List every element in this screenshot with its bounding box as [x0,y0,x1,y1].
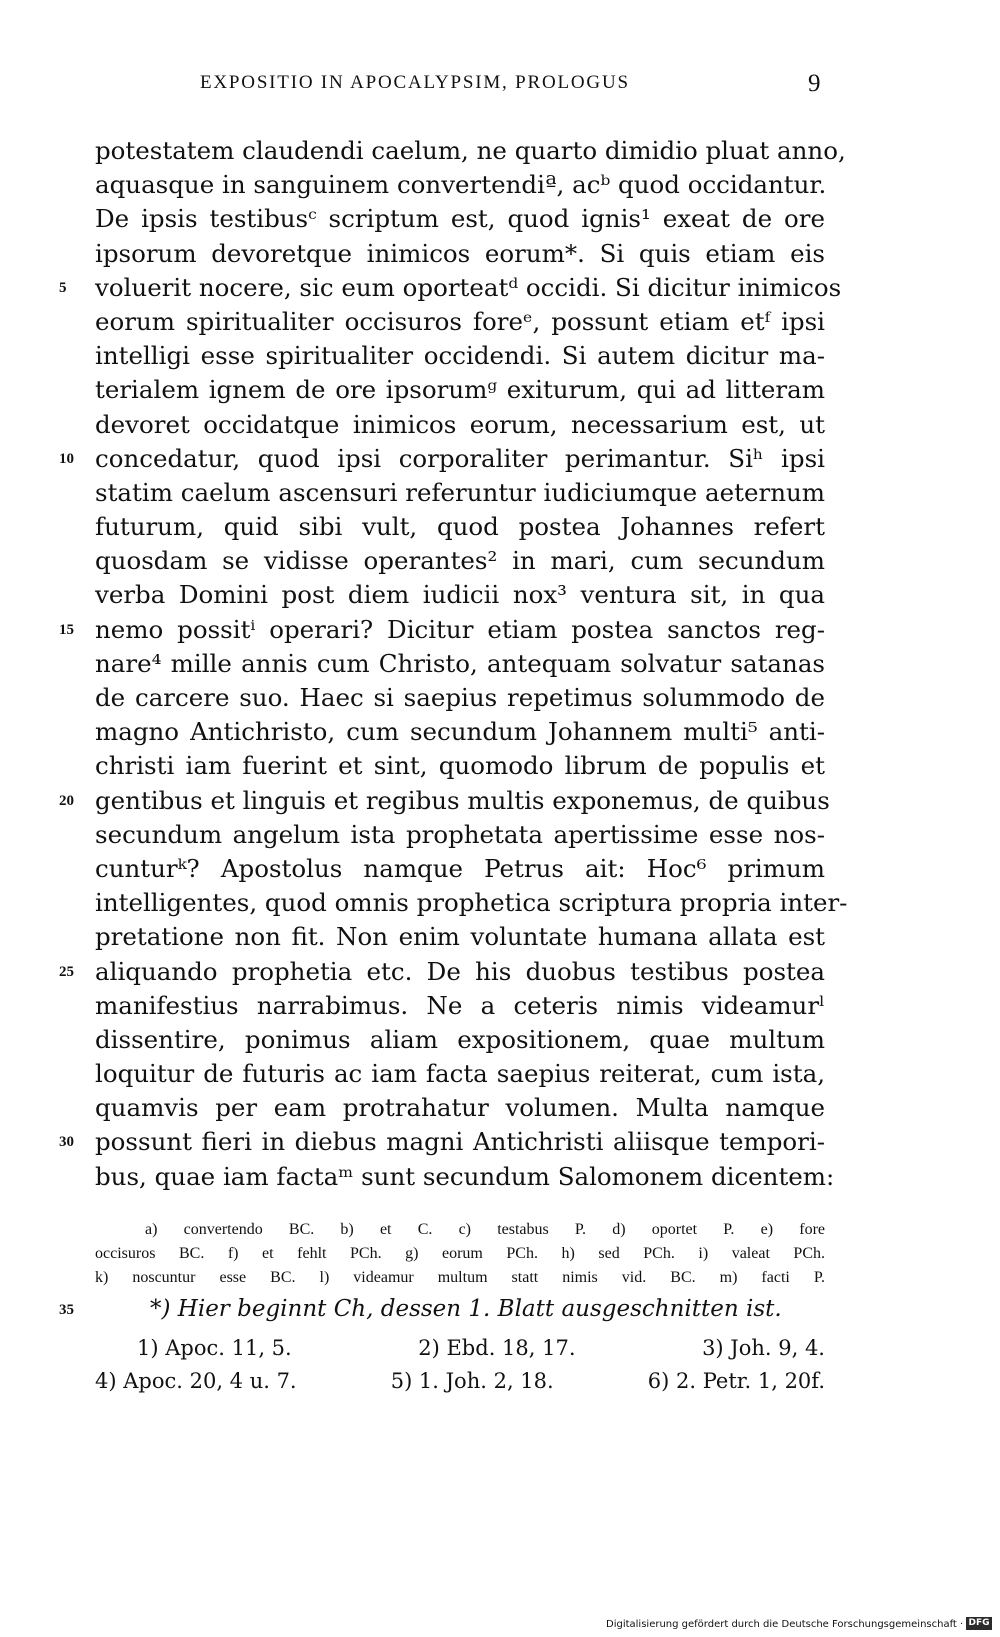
text-line [95,818,825,852]
text-line-content: loquitur de futuris ac iam facta saepius reiterat, cum ista, [95,1059,825,1089]
text-line-content: bus, quae iam factaᵐ sunt secundum Salomonem dicentem: [95,1161,835,1191]
text-line-content: concedatur, quod ipsi corporaliter perimantur. Siʰ ipsi [95,443,825,473]
text-line-content: cunturᵏ? Apostolus namque Petrus ait: Hoc⁶ primum [95,853,825,883]
reference-item: 5) 1. Joh. 2, 18. [390,1369,554,1393]
line-number: 35 [59,1302,74,1318]
text-line-content: christi iam fuerint et sint, quomodo librum de populis et [95,751,825,781]
reference-item: 2) Ebd. 18, 17. [418,1336,576,1360]
text-line-content: secundum angelum ista prophetata apertissime esse nos- [95,819,825,849]
text-line [95,305,825,339]
apparatus-line: k) noscuntur esse BC. l) videamur multum statt nimis vid. BC. m) facti P. [95,1269,825,1286]
reference-row [95,1365,825,1398]
text-line-content: voluerit nocere, sic eum oporteatᵈ occidi. Si dicitur inimicos [95,272,842,302]
line-number: 10 [59,450,74,467]
text-line [95,202,825,236]
line-number: 20 [59,792,74,809]
text-line [95,134,846,168]
star-footnote: *) Hier beginnt Ch, dessen 1. Blatt ausgeschnitten ist. [150,1296,782,1322]
text-line-content: aliquando prophetia etc. De his duobus testibus postea [95,956,825,986]
text-line-content: nare⁴ mille annis cum Christo, antequam solvatur satanas [95,648,825,678]
text-line-content: statim caelum ascensuri referuntur iudiciumque aeternum [95,477,825,507]
line-number: 30 [59,1134,74,1151]
main-text [59,134,848,1194]
text-line-content: gentibus et linguis et regibus multis exponemus, de quibus [95,785,830,815]
text-line [59,613,825,647]
digitization-note: Digitalisierung gefördert durch die Deutsche Forschungsgemeinschaft · [606,1619,964,1630]
text-line [95,168,825,202]
text-line [95,681,825,715]
text-line-content: possunt fieri in diebus magni Antichristi aliisque tempori- [95,1127,825,1157]
text-line [95,578,825,612]
text-line-content: potestatem claudendi caelum, ne quarto dimidio pluat anno, [95,136,846,165]
text-line [95,1057,825,1091]
text-line-content: de carcere suo. Haec si saepius repetimus solummodo de [95,683,825,712]
text-line-content: intelligi esse spiritualiter occidendi. Si autem dicitur ma- [95,341,825,371]
text-line-content: verba Domini post diem iudicii nox³ ventura sit, in qua [95,580,825,610]
text-line-content: futurum, quid sibi vult, quod postea Johannes refert [95,512,825,542]
text-line [95,373,825,407]
text-line [59,1125,825,1159]
line-number: 15 [59,621,74,638]
text-line-content: ipsorum devoretque inimicos eorum*. Si quis etiam eis [95,238,825,268]
line-number: 5 [59,279,67,296]
text-line [95,647,825,681]
text-line-content: aquasque in sanguinem convertendiª, acᵇ quod occidantur. [95,170,827,200]
text-line-content: quosdam se vidisse operantes² in mari, cum secundum [95,546,825,576]
page-number: 9 [808,70,821,97]
reference-item: 3) Joh. 9, 4. [702,1336,825,1360]
text-line [95,920,825,954]
text-line-content: De ipsis testibusᶜ scriptum est, quod ignis¹ exeat de ore [95,204,825,234]
source-references [95,1332,825,1398]
text-line [95,339,825,373]
text-line [95,852,825,886]
running-title: EXPOSITIO IN APOCALYPSIM, PROLOGUS [200,72,630,93]
text-line-content: eorum spiritualiter occisuros foreᵉ, possunt etiam etᶠ ipsi [95,306,825,336]
apparatus-line: a) convertendo BC. b) et C. c) testabus P. d) oportet P. e) fore [145,1221,825,1238]
text-line [95,408,825,442]
line-number: 25 [59,963,74,980]
text-line [95,476,825,510]
text-line-content: magno Antichristo, cum secundum Johannem multi⁵ anti- [95,717,825,747]
text-line-content: pretatione non fit. Non enim voluntate humana allata est [95,922,825,952]
text-line [95,1023,825,1057]
text-line [59,955,825,989]
text-line [95,1160,835,1194]
text-line [59,442,825,476]
reference-item: 4) Apoc. 20, 4 u. 7. [95,1369,297,1393]
text-line [59,271,842,305]
text-line [95,510,825,544]
reference-item: 6) 2. Petr. 1, 20f. [647,1369,825,1393]
text-line [95,749,825,783]
text-line-content: manifestius narrabimus. Ne a ceteris nimis videamurˡ [95,990,825,1020]
apparatus-line: occisuros BC. f) et fehlt PCh. g) eorum PCh. h) sed PCh. i) valeat PCh. [95,1245,825,1262]
text-line-content: terialem ignem de ore ipsorumᵍ exiturum, qui ad litteram [95,375,825,405]
dfg-logo: DFG [966,1617,992,1630]
reference-row [95,1332,825,1365]
text-line [95,886,848,920]
text-line [59,784,830,818]
text-line-content: quamvis per eam protrahatur volumen. Multa namque [95,1093,825,1123]
text-line-content: nemo possitⁱ operari? Dicitur etiam postea sanctos reg- [95,614,825,644]
reference-item: 1) Apoc. 11, 5. [137,1336,292,1360]
text-line [95,237,825,271]
critical-apparatus [95,1218,825,1290]
text-line [95,544,825,578]
text-line-content: dissentire, ponimus aliam expositionem, quae multum [95,1024,825,1054]
text-line-content: intelligentes, quod omnis prophetica scriptura propria inter- [95,888,848,918]
text-line [95,989,825,1023]
text-line [95,715,825,749]
text-line [95,1091,825,1125]
text-line-content: devoret occidatque inimicos eorum, necessarium est, ut [95,409,825,439]
